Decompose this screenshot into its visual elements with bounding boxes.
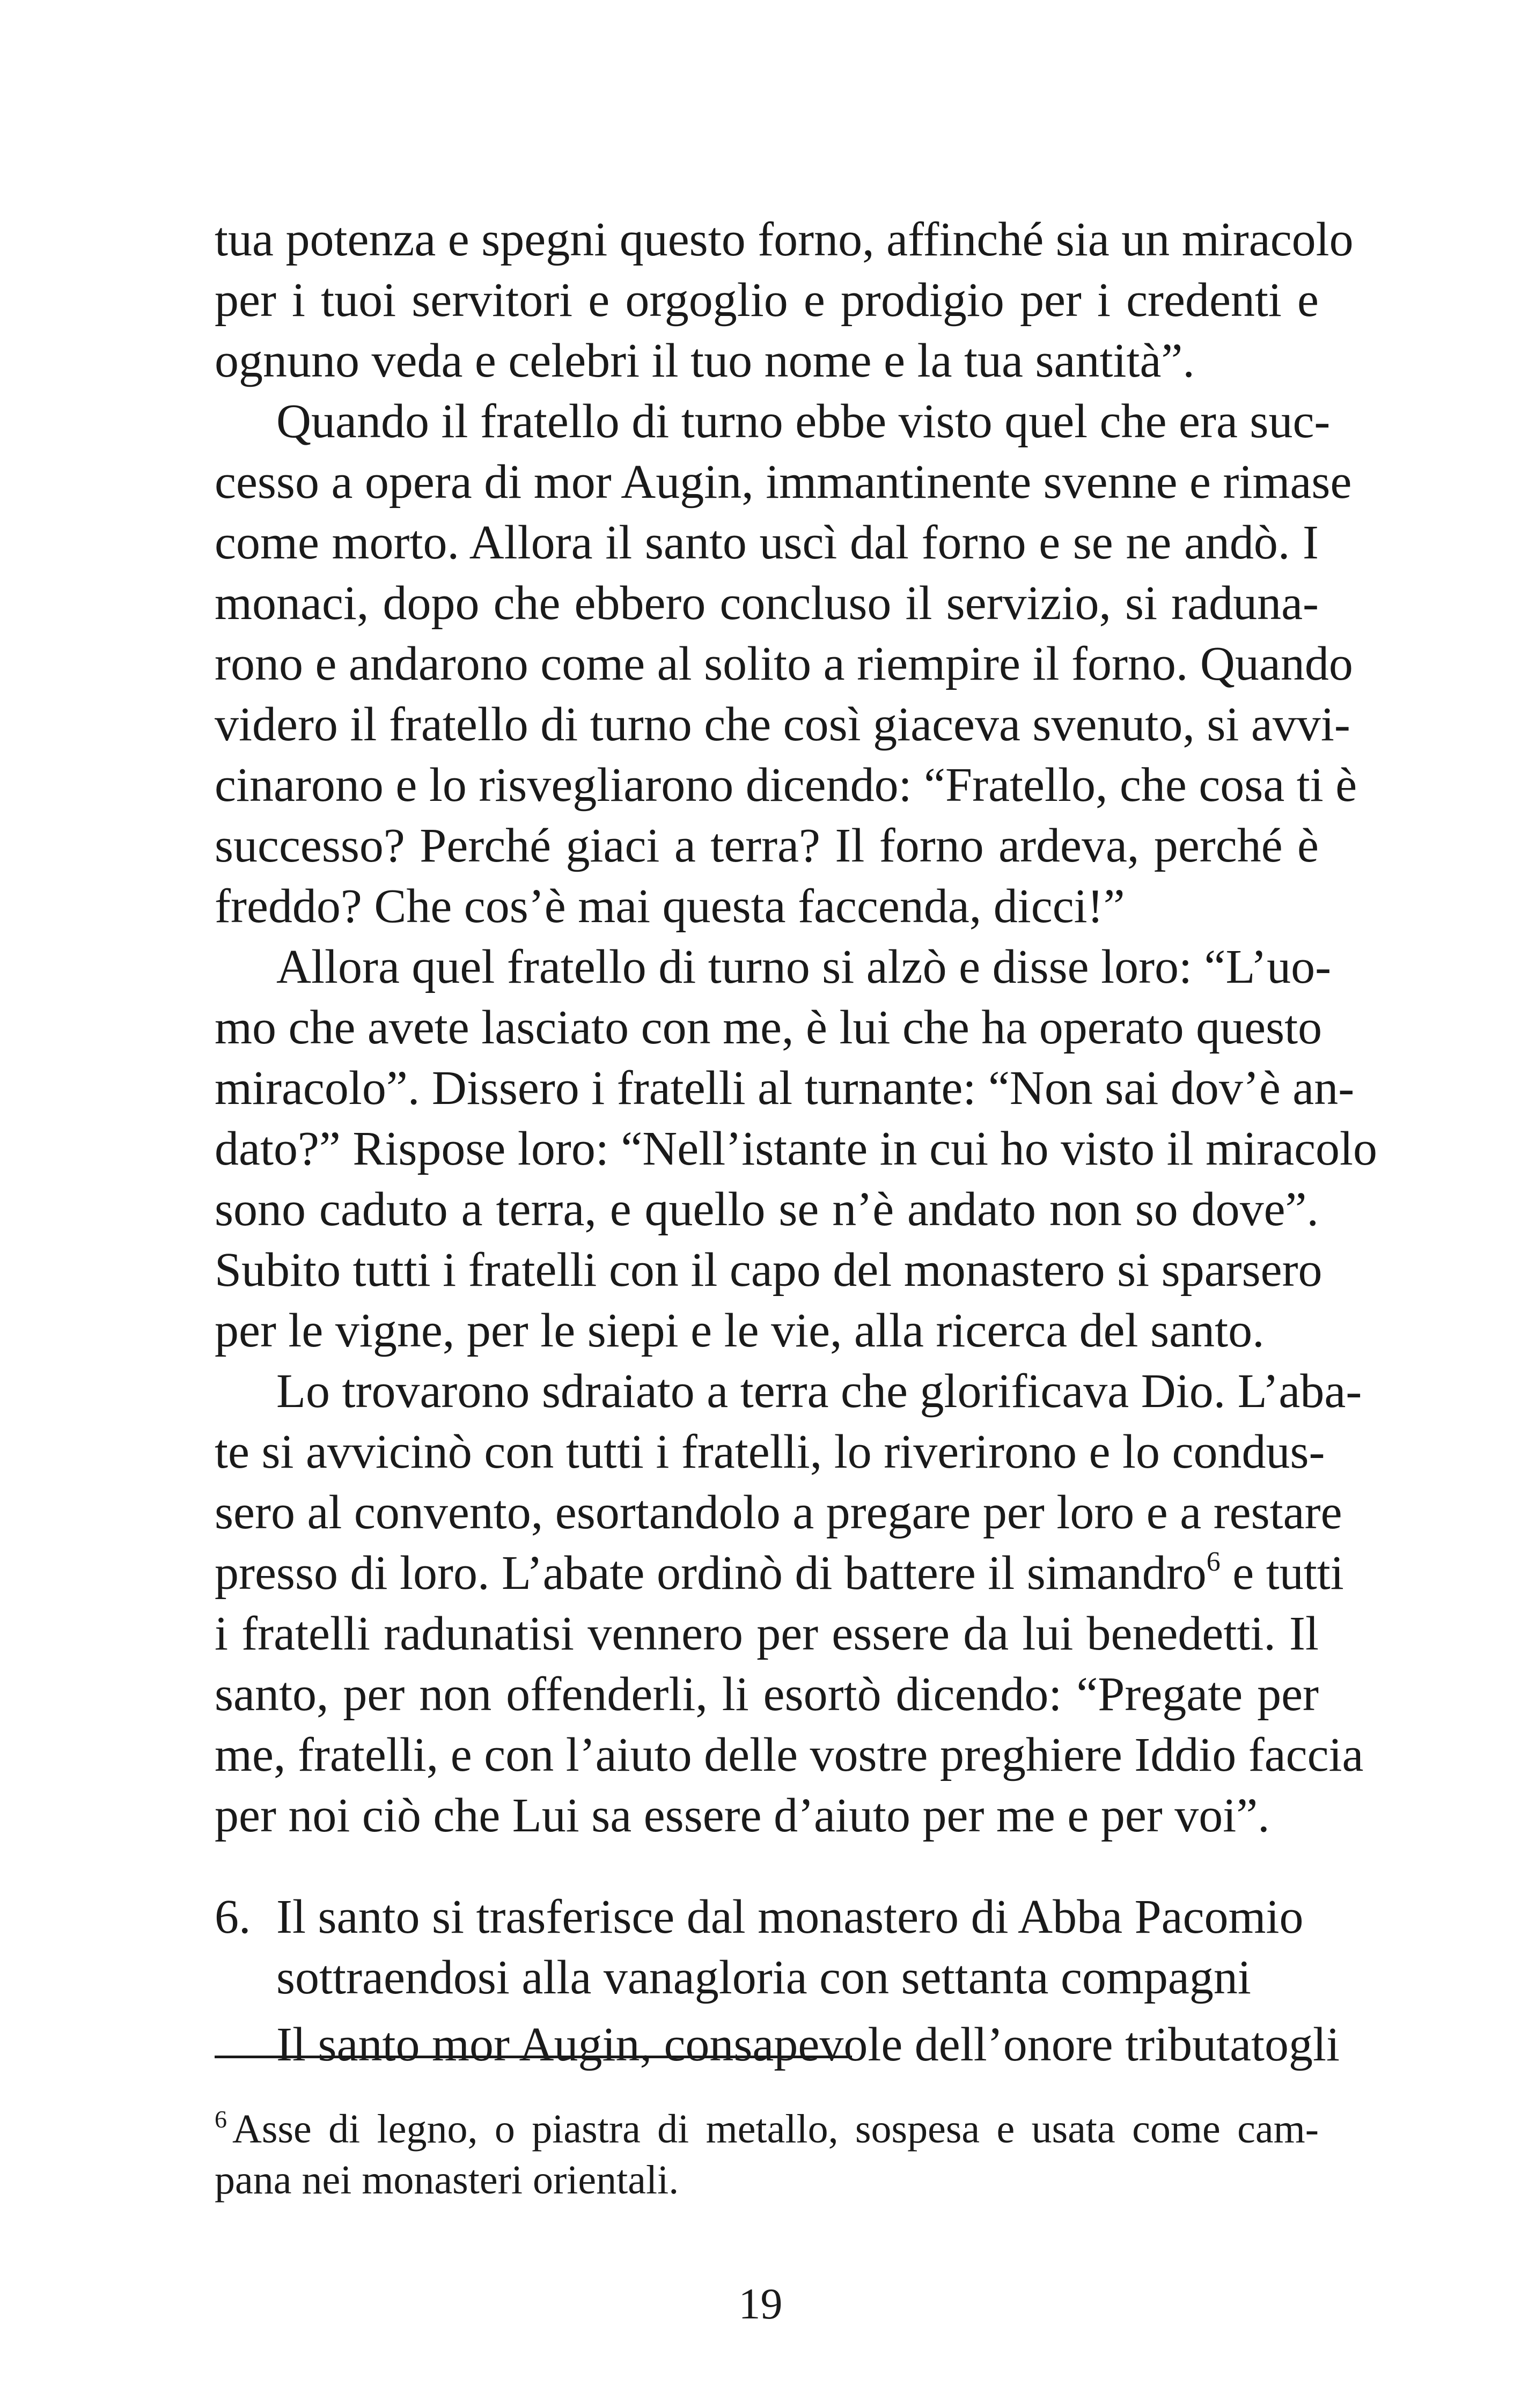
text-line: cinarono e lo risvegliarono dicendo: “Fratello, che cosa ti è [215,759,1357,812]
text-segment: e tutti [1220,1547,1344,1600]
text-line: freddo? Che cos’è mai questa faccenda, dicci!” [215,880,1125,933]
text-line [215,1543,1344,1603]
section-title-text: Il santo si trasferisce dal monastero di Abba Pacomio [276,1890,1304,1943]
section-title-text: sottraendosi alla vanagloria con settanta compagni [276,1951,1251,2004]
text-line: Lo trovarono sdraiato a terra che glorificava Dio. L’aba- [276,1365,1362,1418]
text-line: tua potenza e spegni questo forno, affinché sia un miracolo [215,213,1354,266]
text-line: te si avvicinò con tutti i fratelli, lo riverirono e lo condus- [215,1425,1325,1478]
text-line: monaci, dopo che ebbero concluso il servizio, si raduna- [215,577,1319,630]
footnote-marker: 6 [215,2105,227,2133]
section-title-line [215,1947,1319,2008]
text-line: Il santo mor Augin, consapevole dell’onore tributatogli [276,2018,1340,2071]
section-heading [215,1887,1319,2008]
text-line: per le vigne, per le siepi e le vie, alla ricerca del santo. [215,1304,1265,1357]
text-line: Allora quel fratello di turno si alzò e disse loro: “L’uo- [276,940,1332,993]
text-line: dato?” Rispose loro: “Nell’istante in cui ho visto il miracolo [215,1122,1378,1175]
footnote-text: Asse di legno, o piastra di metallo, sospesa e usata come cam- [232,2107,1319,2152]
text-line: videro il fratello di turno che così giaceva svenuto, si avvi- [215,698,1350,751]
text-line: sero al convento, esortandolo a pregare per loro e a restare [215,1486,1342,1539]
text-segment: presso di loro. L’abate ordinò di battere il simandro [215,1547,1207,1600]
footnote [215,2104,1319,2206]
text-line: santo, per non offenderli, li esortò dicendo: “Pregate per [215,1668,1319,1721]
text-line: Subito tutti i fratelli con il capo del monastero si sparsero [215,1243,1322,1297]
footnote-line: pana nei monasteri orientali. [215,2157,679,2203]
text-line: per noi ciò che Lui sa essere d’aiuto per me e per voi”. [215,1789,1270,1842]
text-line: mo che avete lasciato con me, è lui che ha operato questo [215,1001,1322,1054]
text-line: per i tuoi servitori e orgoglio e prodigio per i credenti e [215,274,1319,327]
footnote-divider [215,2056,852,2058]
footnote-line [215,2104,1319,2155]
text-line: come morto. Allora il santo uscì dal forno e se ne andò. I [215,516,1319,569]
text-line: me, fratelli, e con l’aiuto delle vostre preghiere Iddio faccia [215,1728,1364,1781]
footnote-reference[interactable]: 6 [1206,1547,1221,1577]
text-line: i fratelli radunatisi vennero per essere da lui benedetti. Il [215,1607,1319,1660]
page-number: 19 [738,2279,783,2328]
section-number: 6. [215,1890,251,1943]
body-text [215,209,1378,2075]
text-line: rono e andarono come al solito a riempire il forno. Quando [215,637,1353,690]
text-line: ognuno veda e celebri il tuo nome e la tua santità”. [215,334,1195,387]
text-line: sono caduto a terra, e quello se n’è andato non so dove”. [215,1183,1319,1236]
text-line: successo? Perché giaci a terra? Il forno ardeva, perché è [215,819,1319,872]
text-line: cesso a opera di mor Augin, immantinente svenne e rimase [215,455,1352,509]
text-line: miracolo”. Dissero i fratelli al turnante: “Non sai dov’è an- [215,1062,1355,1115]
section-title-line [215,1887,1319,1947]
text-line: Quando il fratello di turno ebbe visto quel che era suc- [276,395,1331,448]
